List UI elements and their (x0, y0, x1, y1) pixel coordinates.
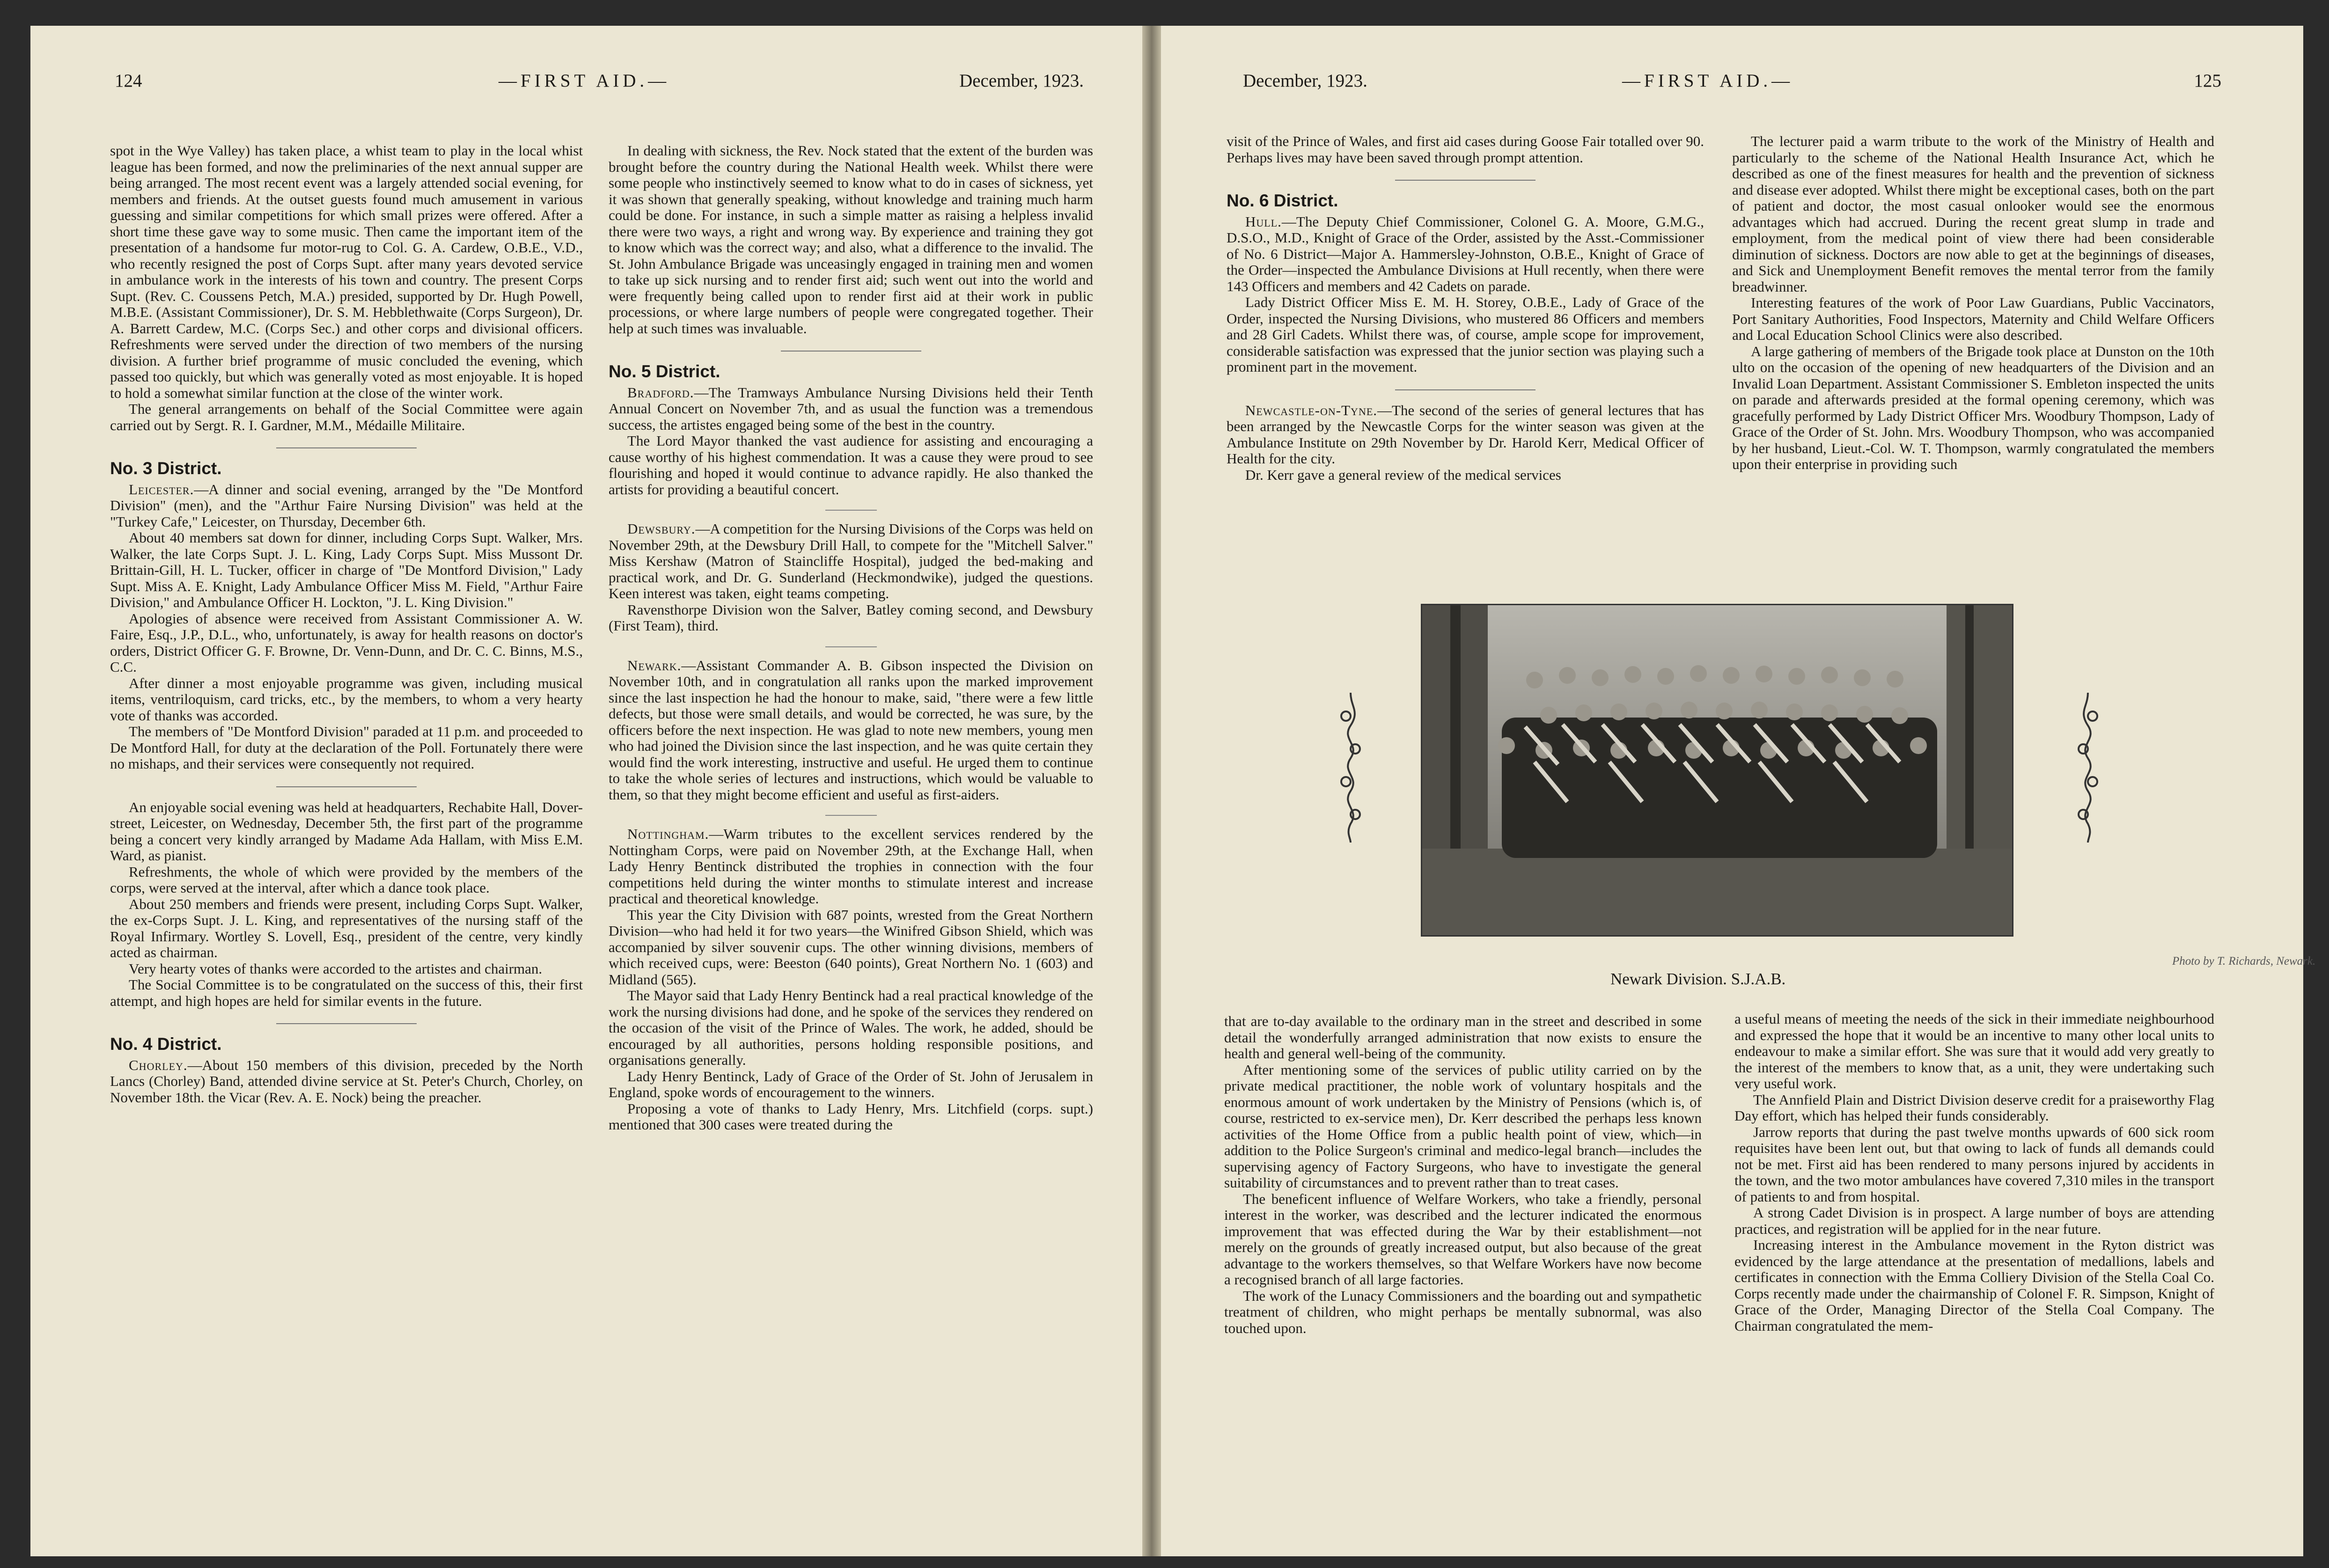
newark-division-photo (1421, 604, 2013, 937)
right-column-3 (1224, 1013, 1702, 1336)
paragraph: The Lord Mayor thanked the vast audience for assisting and encouraging a cause worthy of his highest commendation. It was a cause they were proud to see flourishing and hoped it would continue to advance rapidly. He also thanked the artists for providing a beautiful concert. (609, 432, 1093, 498)
book-gutter (1142, 26, 1161, 1556)
paragraph: A strong Cadet Division is in prospect. A large number of boys are attending practices, and registration will be applied for in the near future. (1734, 1204, 2214, 1237)
section-heading: No. 6 District. (1227, 191, 1338, 210)
section-heading: No. 4 District. (110, 1034, 222, 1054)
paragraph: Jarrow reports that during the past twelve months upwards of 600 sick room requisites have been lent out, but that owing to lack of funds all demands could not be met. First aid has been rendered to many persons injured by accidents in the town, and the two motor ambulances have covered 7,310 miles in the transport of patients to and from hospital. (1734, 1123, 2214, 1205)
right-column-1 (1227, 133, 1704, 483)
paragraph: The Social Committee is to be congratulated on the success of this, their first attempt, and high hopes are held for similar events in the future. (110, 976, 583, 1009)
place-name: Bradford. (627, 384, 694, 401)
paragraph-text: —A dinner and social evening, arranged by the "De Montford Division" (men), and the "Arthur Faire Nursing Division" was held at the "Turkey Cafe," Leicester, on Thursday, December 6th. (110, 481, 583, 530)
divider (1395, 389, 1536, 390)
photo-credit: Photo by T. Richards, Newark. (2172, 955, 2316, 967)
divider (781, 351, 921, 352)
paragraph: Apologies of absence were received from Assistant Commissioner A. W. Faire, Esq., J.P., D.L., who, unfortunately, is away for health reasons on doctor's orders, District Officer G. F. Browne, Dr. Venn-Dunn, and Dr. C. C. Binns, M.S., C.C. (110, 610, 583, 675)
place-name: Leicester. (129, 481, 194, 498)
paragraph-text: —The Deputy Chief Commissioner, Colonel G. A. Moore, G.M.G., D.S.O., M.D., Knight of Grace of the Order, assisted by the Asst.-Commissioner of No. 6 District—Major A. Hammersley-Johnston, O.B.E., Knight of Grace of the Order—inspected the Ambulance Divisions at Hull recently, when there were 143 Officers and members and 42 Cadets on parade. (1227, 213, 1704, 294)
divider (1395, 180, 1536, 181)
paragraph: Lady Henry Bentinck, Lady of Grace of the Order of St. John of Jerusalem in England, spoke words of encouragement to the winners. (609, 1068, 1093, 1100)
paragraph: Dr. Kerr gave a general review of the medical services (1245, 466, 1561, 483)
right-column-4 (1734, 1011, 2214, 1334)
place-name: Hull. (1245, 213, 1282, 230)
paragraph-text: —About 150 members of this division, preceded by the North Lancs (Chorley) Band, attended divine service at St. Peter's Church, Chorley, on November 18th. the Vicar (Rev. A. E. Nock) being the preacher. (110, 1056, 583, 1106)
paragraph-text: —The Tramways Ambulance Nursing Divisions held their Tenth Annual Concert on November 7th, and as usual the function was a tremendous success, the artistes engaged being some of the best in the country. (609, 384, 1093, 433)
paragraph: After dinner a most enjoyable programme was given, including musical items, ventriloquism, card tricks, etc., by the members, to whom a very hearty vote of thanks was accorded. (110, 674, 583, 724)
paragraph: In dealing with sickness, the Rev. Nock stated that the extent of the burden was brought before the country during the National Health week. Whilst there were some people who instinctively seemed to know what to do in cases of sickness, yet it was shown that generally speaking, without knowledge and training much harm could be done. For instance, in such a simple matter as raising a helpless invalid there were two ways, a right and wrong way. By experience and training they got to know which was the correct way; and also, what a difference to the invalid. The St. John Ambulance Brigade was unceasingly engaged in training men and women to take up sick nursing and to render first aid; such went out into the world and were frequently being called upon to render first aid at their work in public processions, or where large numbers of people were congregated together. Their help at such times was invaluable. (609, 142, 1093, 337)
paragraph-text: —Warm tributes to the excellent services rendered by the Nottingham Corps, were paid on November 29th, at the Exchange Hall, when Lady Henry Bentinck distributed the trophies in connection with the four competitions held during the winter months to stimulate interest and increase practical and theoretical knowledge. (609, 826, 1093, 907)
place-name: Dewsbury. (627, 520, 696, 537)
page-number: 125 (2194, 71, 2221, 91)
paragraph: About 40 members sat down for dinner, including Corps Supt. Walker, Mrs. Walker, the late Corps Supt. J. L. King, Lady Corps Supt. Miss Mussont Dr. Brittain-Gill, H. L. Tucker, officer in charge of "De Montford Division," Lady Supt. Miss A. E. Knight, Lady Ambulance Officer Miss M. Field, "Arthur Faire Division," and Ambulance Officer H. Lockton, "J. L. King Division." (110, 529, 583, 610)
paragraph: Proposing a vote of thanks to Lady Henry, Mrs. Litchfield (corps. supt.) mentioned that 300 cases were treated during the (609, 1100, 1093, 1133)
paragraph: The work of the Lunacy Commissioners and the boarding out and sympathetic treatment of children, who might perhaps be mentally subnormal, was also touched upon. (1224, 1287, 1702, 1336)
paragraph: A large gathering of members of the Brigade took place at Dunston on the 10th ulto on the occasion of the opening of new headquarters of the Division and an Invalid Loan Department. Assistant Commissioner S. Embleton inspected the units on parade and afterwards presided at the formal opening ceremony, which was gracefully performed by Lady District Officer Mrs. Woodbury Thompson, Lady of Grace of the Order of St. John. Mrs. Woodbury Thompson, who was accompanied by her husband, Lieut.-Col. W. T. Thompson, warmly congratulated the members upon their enterprise in providing such (1732, 343, 2214, 472)
left-page-header (115, 70, 1084, 98)
paragraph: After mentioning some of the services of public utility carried on by the private medical practitioner, the noble work of voluntary hospitals and the enormous amount of work undertaken by the Ministry of Pensions (which is, of course, restricted to ex-service men), Dr. Kerr described the perhaps less known activities of the Home Office from a public health point of view, which—in addition to the Police Surgeon's criminal and medico-legal branch—includes the supervising agency of Factory Surgeons, who have to investigate the general suitability of circumstances and to prevent rather than to treat cases. (1224, 1061, 1702, 1191)
paragraph: The Mayor said that Lady Henry Bentinck had a real practical knowledge of the work the nursing divisions had done, and he spoke of the services they rendered on the occasion of the visit of the Prince of Wales. The work, he added, should be encouraged by all authorities, persons holding responsible positions, and organisations generally. (609, 987, 1093, 1068)
paragraph: The lecturer paid a warm tribute to the work of the Ministry of Health and particularly to the scheme of the National Health Insurance Act, which he described as one of the finest measures for health and the prevention of sickness and disease ever adopted. Whilst there might be exceptional cases, both on the part of patient and doctor, the most casual onlooker would see the enormous advantages which had accrued. During the recent great slump in trade and employment, from the medical point of view there had been considerable diminution of sickness. Doctors are now able to get at the beginnings of diseases, and Sick and Unemployment Benefit removes the mental terror from the family breadwinner. (1732, 133, 2214, 295)
paragraph: Ravensthorpe Division won the Salver, Batley coming second, and Dewsbury (First Team), third. (609, 601, 1093, 634)
paragraph-text: —The second of the series of general lectures that has been arranged by the Newcastle Corps for the winter season was given at the Ambulance Institute on 29th November by Dr. Harold Kerr, Medical Officer of Health for the city. (1227, 402, 1704, 467)
paragraph: Lady District Officer Miss E. M. H. Storey, O.B.E., Lady of Grace of the Order, inspected the Nursing Divisions, who mustered 86 Officers and members and 28 Girl Cadets. Whilst there was, of course, ample scope for improvement, considerable satisfaction was expressed that the junior section was playing such a prominent part in the movement. (1227, 294, 1704, 375)
place-name: Nottingham. (627, 826, 709, 842)
paragraph: a useful means of meeting the needs of the sick in their immediate neighbourhood and expressed the hope that it would be an incentive to many other local units to endeavour to make a similar effort. She was sure that it would add very greatly to the interest of the members to know that, as a unit, they were undertaking such very useful work. (1734, 1011, 2214, 1092)
paragraph: An enjoyable social evening was held at headquarters, Rechabite Hall, Dover-street, Leicester, on Wednesday, December 5th, the first part of the programme being a concert very kindly arranged by Madame Ada Hallam, with Miss E.M. Ward, as pianist. (110, 799, 583, 864)
running-title: —FIRST AID.— (499, 71, 670, 91)
right-column-2 (1732, 133, 2214, 473)
paragraph: Interesting features of the work of Poor Law Guardians, Public Vaccinators, Port Sanitary Authorities, Food Inspectors, Maternity and Child Welfare Officers and Local Education School Clinics were also described. (1732, 294, 2214, 343)
paragraph: About 250 members and friends were present, including Corps Supt. Walker, the ex-Corps Supt. J. L. King, and representatives of the nursing staff of the Royal Infirmary. Wortley S. Lovell, Esq., president of the centre, very kindly acted as chairman. (110, 895, 583, 960)
paragraph (1227, 214, 1704, 295)
paragraph (609, 521, 1093, 602)
paragraph: spot in the Wye Valley) has taken place, a whist team to play in the local whist league has been formed, and now the preliminaries of the next annual supper are being arranged. The most recent event was a largely attended social evening, for members and friends. At the outset guests found much amusement in various guessing and similar competitions for which small prizes were offered. After a short time these gave way to some music. Then came the important item of the presentation of a handsome fur motor-rug to Col. G. A. Cardew, O.B.E., V.D., who recently resigned the post of Corps Supt. after many years devoted service in ambulance work in the interests of his town and country. The present Corps Supt. (Rev. C. Coussens Petch, M.A.) presided, supported by Dr. Hugh Powell, M.B.E. (Assistant Commissioner), Dr. S. M. Hebblethwaite (Corps Surgeon), Dr. A. Barrett Cardew, M.C. (Corps Sec.) and other corps and divisional officers. Refreshments were served under the direction of two members of the nursing division. A further brief programme of music concluded the evening, which passed too quickly, but which was generally voted as most enjoyable. It is hoped to hold a somewhat similar function at the close of the winter work. (110, 142, 583, 401)
paragraph: Very hearty votes of thanks were accorded to the artistes and chairman. (129, 960, 543, 977)
paragraph: This year the City Division with 687 points, wrested from the Great Northern Division—who had held it for two years—the Winifred Gibson Shield, which was accompanied by silver souvenir cups. The other winning divisions, members of which received cups, were: Beeston (640 points), Great Northern No. 1 (603) and Midland (565). (609, 906, 1093, 988)
section-heading: No. 5 District. (609, 362, 720, 381)
paragraph: The general arrangements on behalf of the Social Committee were again carried out by Sergt. R. I. Gardner, M.M., Médaille Militaire. (110, 401, 583, 433)
divider (825, 815, 877, 816)
page-number: 124 (115, 71, 142, 91)
issue-date: December, 1923. (1243, 71, 1367, 91)
left-column-1 (110, 143, 583, 1106)
paragraph (110, 482, 583, 530)
paragraph-text: —Assistant Commander A. B. Gibson inspected the Division on November 10th, and in congratulation all ranks upon the marked improvement since the last inspection he had the honour to make, said, "there were a few little defects, but those were small details, and would be corrected, he was sure, by the officers before the next inspection. He was glad to note new members, young men who had joined the Division since the last inspection, and he was quite certain they would find the work interesting, instructive and useful. He urged them to continue to take the whole series of lectures and instructions, which would be valuable to them, so that they might become efficient and useful as first-aiders. (609, 657, 1093, 803)
paragraph (1227, 403, 1704, 467)
divider (825, 510, 877, 511)
paragraph: The members of "De Montford Division" paraded at 11 p.m. and proceeded to De Montford Hall, for duty at the declaration of the Poll. Fortunately there were no mishaps, and their services were consequently not required. (110, 723, 583, 772)
issue-date: December, 1923. (959, 71, 1084, 91)
paragraph: visit of the Prince of Wales, and first aid cases during Goose Fair totalled over 90. Perhaps lives may have been saved through prompt attention. (1227, 133, 1704, 166)
place-name: Chorley. (129, 1056, 188, 1073)
paragraph (609, 385, 1093, 433)
section-heading: No. 3 District. (110, 459, 222, 478)
paragraph-text: —A competition for the Nursing Divisions of the Corps was held on November 29th, at the Dewsbury Drill Hall, to compete for the "Mitchell Salver." Miss Kershaw (Matron of Staincliffe Hospital), judged the bed-making and practical work, and Dr. G. Sunderland (Heckmondwike), judged the questions. Keen interest was taken, eight teams competing. (609, 520, 1093, 601)
divider (276, 786, 417, 787)
paragraph: Increasing interest in the Ambulance movement in the Ryton district was evidenced by the large attendance at the presentation of medallions, labels and certificates in connection with the Emma Colliery Division of the Stella Coal Co. Corps recently made under the chairmanship of Colonel F. R. Simpson, Knight of Grace of the Order, Managing Director of the Stella Coal Company. The Chairman congratulated the mem- (1734, 1237, 2214, 1334)
divider (276, 447, 417, 448)
left-column-2 (609, 143, 1093, 1133)
photo-caption: Newark Division. S.J.A.B. (1610, 970, 1786, 988)
paragraph: that are to-day available to the ordinary man in the street and described in some detail the wonderfully arranged administration that now exists to ensure the health and general well-being of the community. (1224, 1013, 1702, 1062)
paragraph (609, 826, 1093, 907)
paragraph: Refreshments, the whole of which were provided by the members of the corps, were served at the interval, after which a dance took place. (110, 863, 583, 896)
scroll-ornament-right (2074, 688, 2102, 847)
place-name: Newark. (627, 657, 682, 674)
right-page-header (1243, 70, 2221, 98)
divider (276, 1023, 417, 1024)
paragraph (110, 1057, 583, 1106)
running-title: —FIRST AID.— (1622, 71, 1794, 91)
paragraph: The Annfield Plain and District Division deserve credit for a praiseworthy Flag Day effort, which has helped their funds considerably. (1734, 1091, 2214, 1124)
place-name: Newcastle-on-Tyne. (1245, 402, 1378, 418)
divider (825, 646, 877, 647)
paragraph: The beneficent influence of Welfare Workers, who take a friendly, personal interest in the worker, was described and the lecturer indicated the enormous improvement that was effected during the War by their establishment—not merely on the grounds of greatly increased output, but also because of the great advantage to the workers themselves, so that Welfare Workers have now become a recognised branch of all large factories. (1224, 1190, 1702, 1288)
paragraph (609, 658, 1093, 803)
scroll-ornament-left (1337, 688, 1365, 847)
